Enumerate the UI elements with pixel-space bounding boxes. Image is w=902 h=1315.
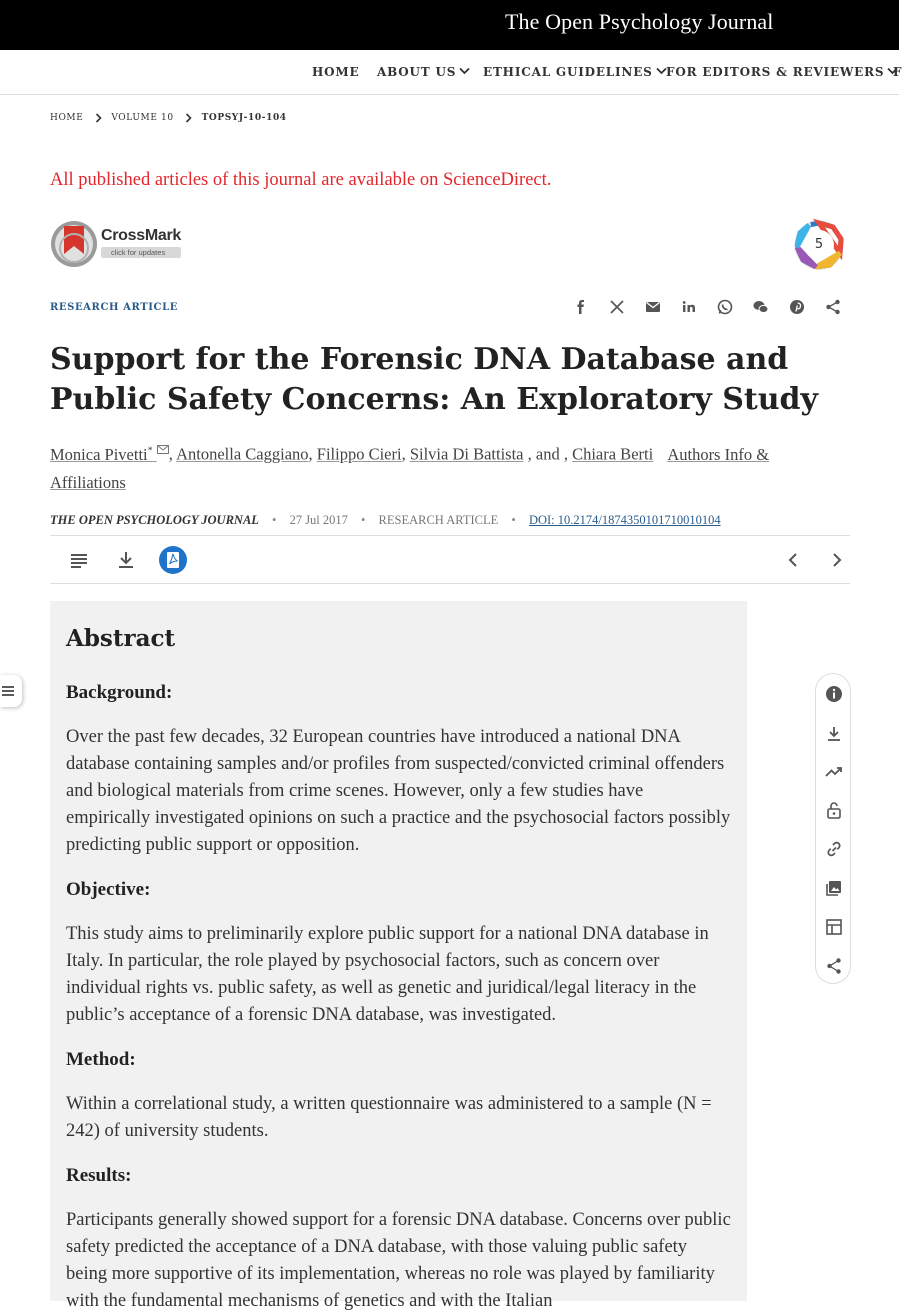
crossmark-label: CrossMark: [101, 227, 182, 244]
author-list: [50, 437, 840, 497]
abstract-section-heading: Method:: [66, 1049, 136, 1070]
abstract-section-heading: Objective:: [66, 879, 151, 900]
nav-for-editors-reviewers[interactable]: [666, 65, 898, 79]
authors-info-link[interactable]: Authors Info & Affiliations: [50, 444, 770, 492]
side-tools-rail: [815, 673, 851, 984]
article-type-label: RESEARCH ARTICLE: [50, 302, 178, 313]
main-nav: [0, 50, 902, 95]
previous-article-icon[interactable]: [782, 549, 804, 571]
download-icon[interactable]: [115, 549, 137, 571]
article-toolbar: [50, 535, 850, 584]
top-banner: [0, 0, 899, 50]
nav-about-us-label: ABOUT US: [377, 65, 457, 79]
abstract-section-heading: Results:: [66, 1165, 132, 1186]
pdf-icon[interactable]: [158, 545, 188, 575]
download-icon[interactable]: [824, 724, 844, 744]
author-link[interactable]: Antonella Caggiano: [176, 444, 309, 464]
link-icon[interactable]: [824, 839, 844, 859]
trending-up-icon[interactable]: [824, 762, 844, 782]
facebook-icon[interactable]: [572, 298, 590, 316]
crossmark-sublabel: click for updates: [101, 247, 181, 258]
abstract-section-text: Within a correlational study, a written questionnaire was administered to a sample (N = 242) of university students.: [66, 1094, 712, 1141]
author-link[interactable]: Silvia Di Battista: [409, 444, 524, 464]
next-article-icon[interactable]: [826, 549, 848, 571]
abstract-panel: [50, 601, 747, 1311]
author-separator: ,: [308, 444, 313, 464]
author-name: Monica Pivetti: [50, 444, 148, 464]
toc-toggle-tab[interactable]: [0, 675, 22, 707]
contents-icon[interactable]: [68, 549, 90, 571]
breadcrumb-current: TOPSYJ-10-104: [201, 113, 287, 123]
meta-separator: •: [361, 513, 366, 527]
abstract-heading: Abstract: [66, 625, 176, 652]
nav-overflow-item[interactable]: [893, 65, 902, 79]
meta-journal[interactable]: THE OPEN PSYCHOLOGY JOURNAL: [50, 513, 259, 527]
article-meta: [50, 513, 721, 528]
meta-separator: •: [272, 513, 277, 527]
info-icon[interactable]: [824, 684, 844, 704]
meta-type: RESEARCH ARTICLE: [378, 513, 499, 527]
share-icon[interactable]: [824, 956, 844, 976]
image-icon[interactable]: [824, 878, 844, 898]
lock-open-icon[interactable]: [824, 800, 844, 820]
whatsapp-icon[interactable]: [716, 298, 734, 316]
pinterest-icon[interactable]: [788, 298, 806, 316]
email-icon[interactable]: [644, 298, 662, 316]
author-link[interactable]: Filippo Cieri: [316, 444, 402, 464]
chevron-down-icon: [459, 67, 470, 75]
crossmark-badge[interactable]: [50, 220, 185, 268]
altmetric-score: 5: [814, 237, 824, 252]
abstract-section-text: This study aims to preliminarily explore public support for a national DNA database in Italy. In particular, the role played by psychosocial factors, such as concern over individual rights vs. public safety, as well as genetic and juridical/legal literacy in the public’s acceptance of a forensic DNA database, was investigated.: [66, 924, 709, 1025]
sciencedirect-notice[interactable]: All published articles of this journal are available on ScienceDirect.: [50, 170, 552, 190]
article-title: Support for the Forensic DNA Database and Public Safety Concerns: An Exploratory Study: [50, 342, 818, 417]
nav-home[interactable]: [312, 65, 359, 79]
table-icon[interactable]: [824, 917, 844, 937]
list-icon: [1, 685, 15, 697]
nav-for-editors-reviewers-label: FOR EDITORS & REVIEWERS: [666, 65, 885, 79]
nav-ethical-guidelines[interactable]: [483, 65, 667, 79]
doi-link[interactable]: DOI: 10.2174/1874350101710010104: [528, 513, 721, 527]
envelope-icon[interactable]: [157, 445, 169, 454]
chevron-right-icon: [95, 113, 102, 123]
abstract-section-heading: Background:: [66, 682, 173, 703]
nav-ethical-guidelines-label: ETHICAL GUIDELINES: [483, 65, 653, 79]
crossmark-logo-icon: [50, 220, 98, 268]
x-icon[interactable]: [608, 298, 626, 316]
meta-date: 27 Jul 2017: [289, 513, 348, 527]
chevron-down-icon: [656, 67, 667, 75]
abstract-section-text: Over the past few decades, 32 European countries have introduced a national DNA database containing samples and/or profiles from suspected/convicted criminal offenders and biological materials from crime scenes. However, only a few studies have empirically investigated opinions on such a practice and the psychosocial factors possibly predicting public support or opposition.: [66, 727, 731, 855]
nav-home-label: HOME: [312, 65, 360, 79]
wechat-icon[interactable]: [752, 298, 770, 316]
altmetric-badge[interactable]: [788, 215, 850, 275]
nav-about-us[interactable]: [377, 65, 470, 79]
breadcrumb-volume[interactable]: VOLUME 10: [111, 113, 174, 123]
corresponding-author-mark: *: [147, 445, 153, 456]
breadcrumb-home[interactable]: HOME: [50, 113, 84, 123]
abstract-section-text: Participants generally showed support for a forensic DNA database. Concerns over public safety predicted the acceptance of a DNA database, with those valuing public safety being more supportive of its implementation, whereas no role was played by familiarity with the fundamental mechanisms of genetics and with the Italian: [66, 1210, 731, 1311]
author-separator: ,: [401, 444, 406, 464]
share-icon[interactable]: [824, 298, 842, 316]
author-link[interactable]: [50, 445, 169, 464]
breadcrumb: [50, 113, 287, 124]
nav-overflow-label: F: [893, 65, 902, 79]
author-separator-and: , and ,: [527, 444, 568, 464]
meta-separator: •: [511, 513, 516, 527]
chevron-right-icon: [185, 113, 192, 123]
linkedin-icon[interactable]: [680, 298, 698, 316]
author-separator: ,: [168, 444, 173, 464]
journal-title[interactable]: The Open Psychology Journal: [505, 9, 774, 34]
author-link[interactable]: Chiara Berti: [572, 444, 654, 464]
